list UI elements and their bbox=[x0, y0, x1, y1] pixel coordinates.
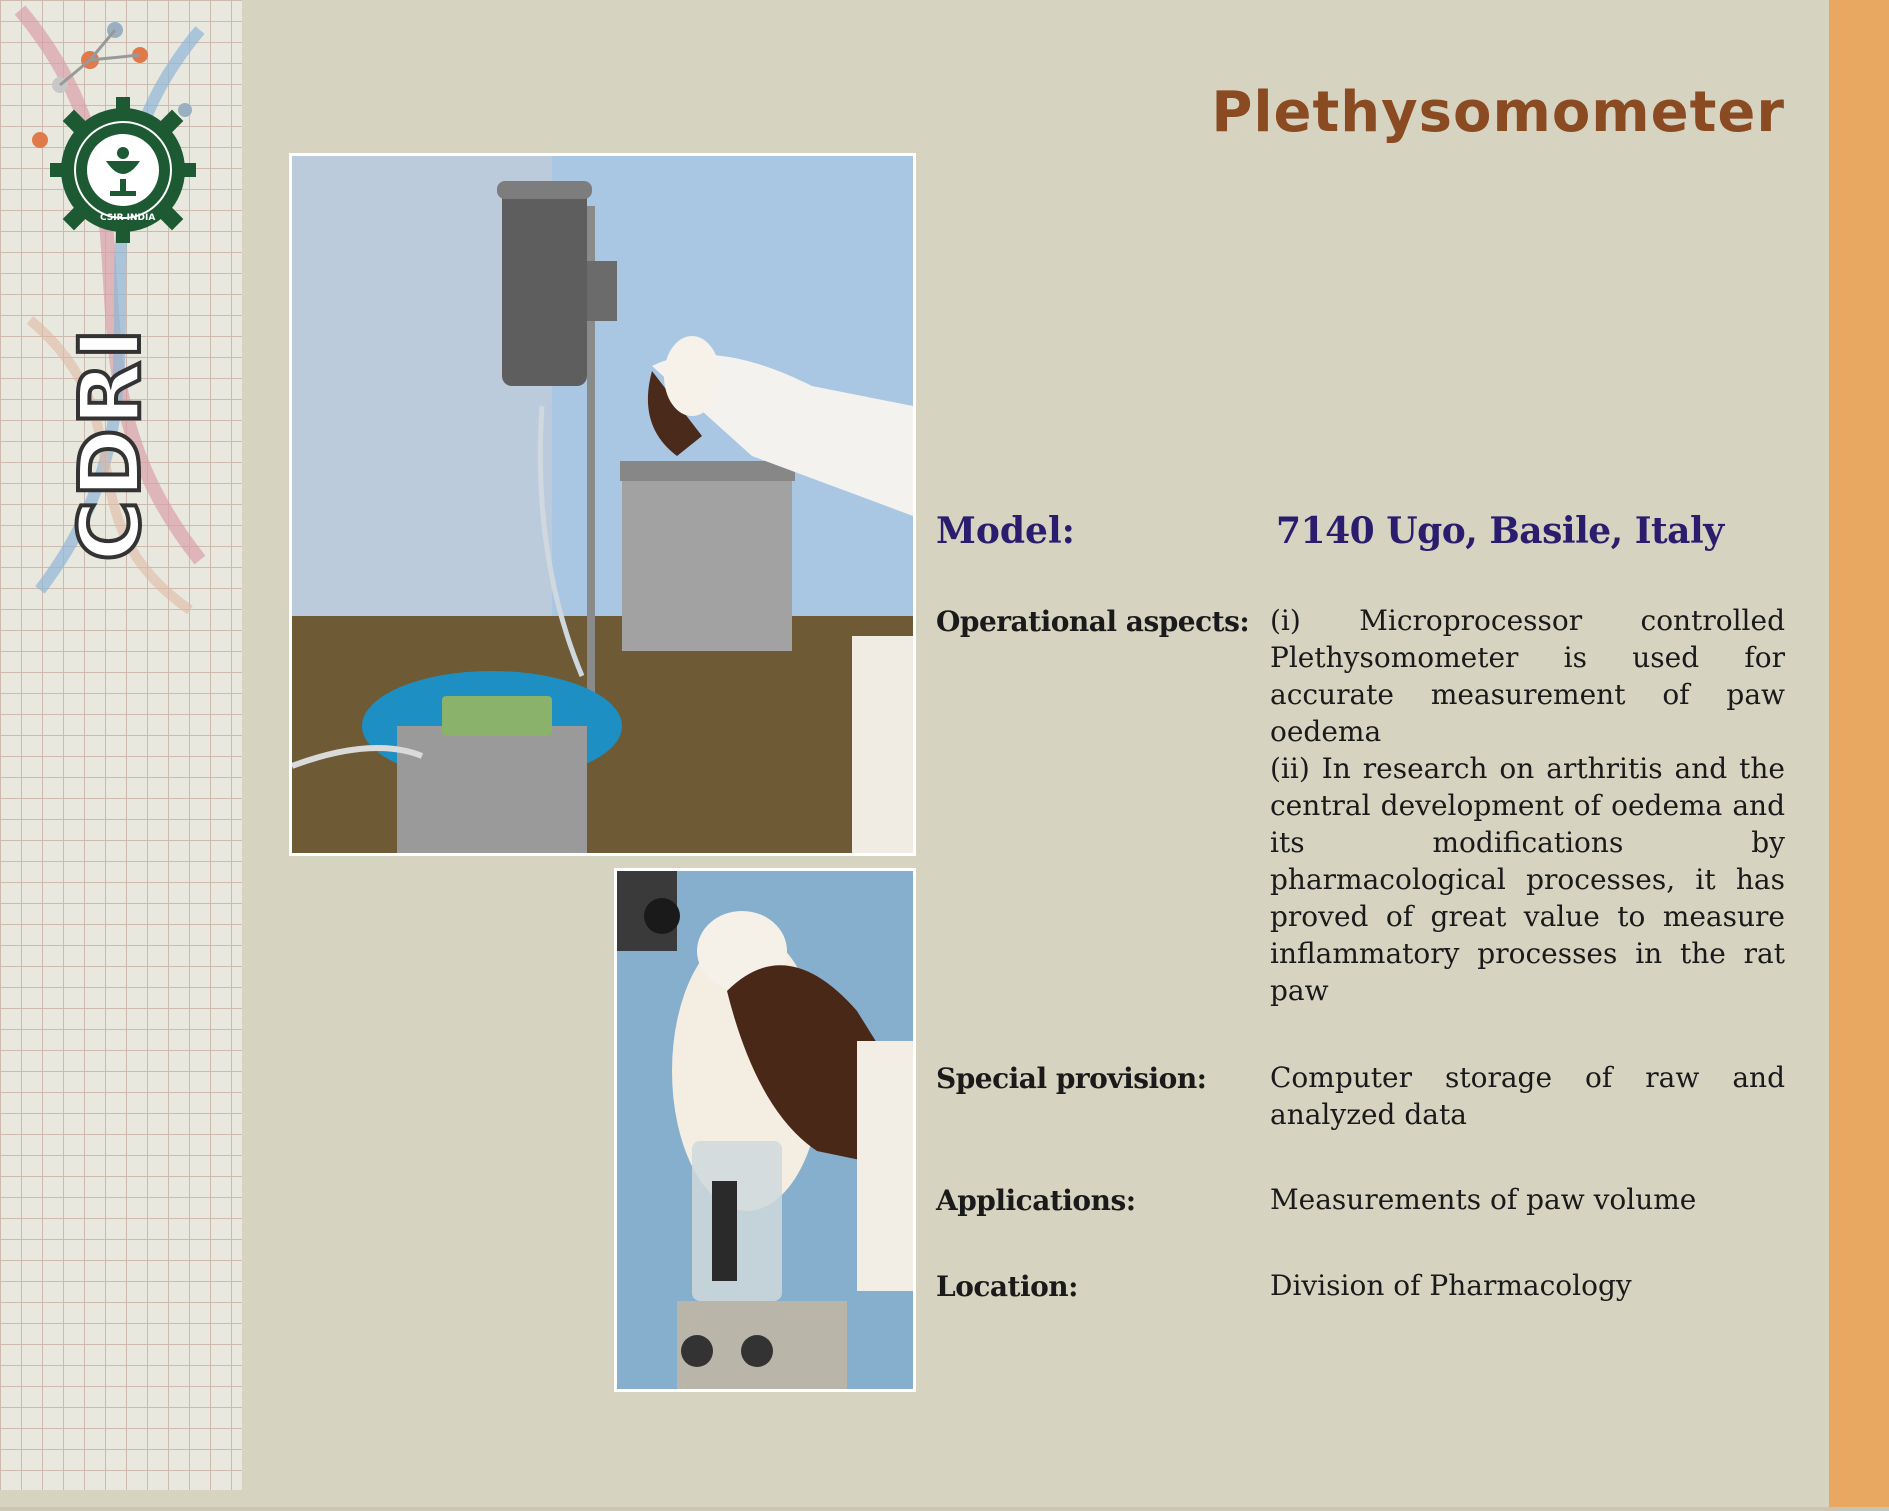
model-value: 7140 Ugo, Basile, Italy bbox=[1276, 510, 1724, 552]
applications-label: Applications: bbox=[936, 1184, 1136, 1217]
emblem-text: CSIR INDIA bbox=[100, 213, 156, 223]
page-title: Plethysomometer bbox=[1211, 80, 1785, 145]
accent-band bbox=[1829, 0, 1889, 1511]
applications-value bbox=[1270, 1181, 1785, 1218]
location-text: Division of Pharmacology bbox=[1270, 1269, 1632, 1302]
cdri-wordmark: CDRI bbox=[61, 326, 159, 562]
location-label: Location: bbox=[936, 1270, 1078, 1303]
operational-aspects-value bbox=[1270, 602, 1785, 1009]
applications-text: Measurements of paw volume bbox=[1270, 1183, 1697, 1216]
special-provision-label: Special provision: bbox=[936, 1062, 1207, 1095]
decorative-side-panel bbox=[0, 0, 242, 1490]
csir-emblem bbox=[48, 95, 198, 245]
operational-aspects-label: Operational aspects: bbox=[936, 605, 1250, 638]
operational-aspects-point-1: (i) Microprocessor controlled Plethysomometer is used for accurate measurement of paw oedema bbox=[1270, 604, 1785, 748]
model-label: Model: bbox=[936, 510, 1075, 552]
special-provision-value bbox=[1270, 1059, 1785, 1133]
rat-paw-measurement-photo bbox=[614, 868, 916, 1392]
bottom-divider bbox=[0, 1507, 1889, 1511]
operational-aspects-point-2: (ii) In research on arthritis and the central development of oedema and its modifications by pharmacological processes, it has proved of great value to measure inflammatory processes in the rat paw bbox=[1270, 752, 1785, 1007]
location-value bbox=[1270, 1267, 1785, 1304]
special-provision-text: Computer storage of raw and analyzed data bbox=[1270, 1061, 1785, 1131]
plethysmometer-equipment-photo bbox=[289, 153, 916, 856]
